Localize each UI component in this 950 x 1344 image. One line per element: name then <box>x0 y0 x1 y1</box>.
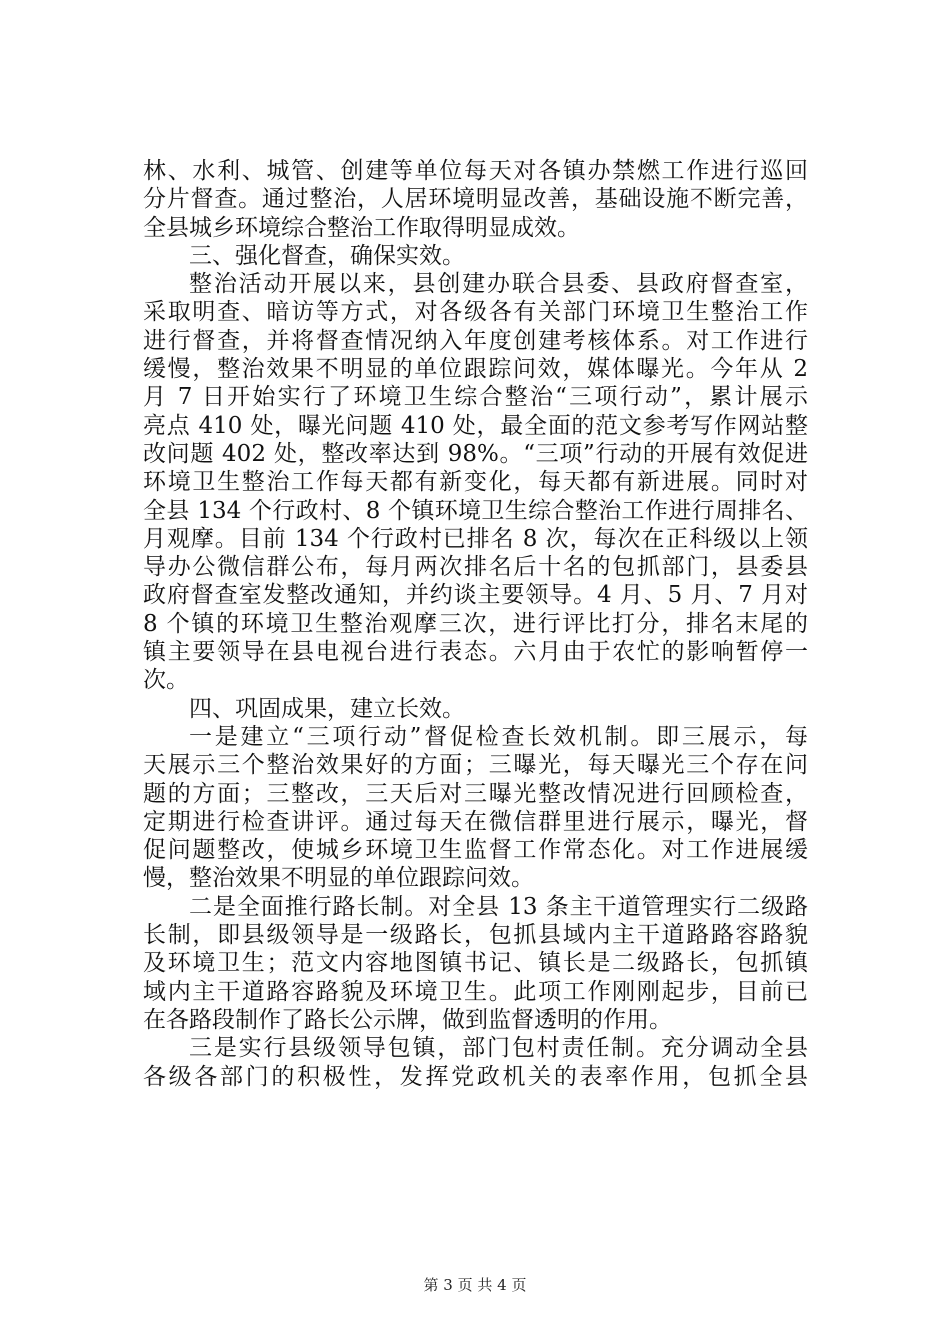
text-line: 全县城乡环境综合整治工作取得明显成效。 <box>143 214 580 241</box>
text-line: 政府督查室发整改通知，并约谈主要领导。4 月、5 月、7 月对 <box>143 582 808 609</box>
text-line: 导办公微信群公布，每月两次排名后十名的包抓部门，县委县 <box>143 554 808 581</box>
text-line: 四、巩固成果，建立长效。 <box>189 695 465 722</box>
text-line: 三、强化督查，确保实效。 <box>189 242 465 269</box>
text-line: 二是全面推行路长制。对全县 13 条主干道管理实行二级路 <box>189 893 808 920</box>
text-line: 各级各部门的积极性，发挥党政机关的表率作用，包抓全县 <box>143 1063 808 1090</box>
text-line: 改问题 402 处，整改率达到 98%。“三项”行动的开展有效促进 <box>143 440 808 467</box>
text-line: 进行督查，并将督查情况纳入年度创建考核体系。对工作进行 <box>143 327 808 354</box>
text-line: 分片督查。通过整治，人居环境明显改善，基础设施不断完善， <box>143 186 808 213</box>
text-line: 天展示三个整治效果好的方面；三曝光，每天曝光三个存在问 <box>143 752 808 779</box>
text-line: 8 个镇的环境卫生整治观摩三次，进行评比打分，排名末尾的 <box>143 610 808 637</box>
text-line: 一是建立“三项行动”督促检查长效机制。即三展示，每 <box>189 723 808 750</box>
document-body <box>143 157 808 1091</box>
text-line: 题的方面；三整改，三天后对三曝光整改情况进行回顾检查， <box>143 780 808 807</box>
text-line: 整治活动开展以来，县创建办联合县委、县政府督查室， <box>189 271 808 298</box>
page-footer: 第 3 页 共 4 页 <box>423 1276 527 1294</box>
text-line: 促问题整改，使城乡环境卫生监督工作常态化。对工作进展缓 <box>143 837 808 864</box>
text-line: 月 7 日开始实行了环境卫生综合整治“三项行动”，累计展示 <box>143 384 808 411</box>
text-line: 次。 <box>143 667 189 694</box>
text-line: 环境卫生整治工作每天都有新变化，每天都有新进展。同时对 <box>143 469 808 496</box>
text-line: 缓慢，整治效果不明显的单位跟踪问效，媒体曝光。今年从 2 <box>143 356 808 383</box>
text-line: 定期进行检查讲评。通过每天在微信群里进行展示，曝光，督 <box>143 808 808 835</box>
text-line: 域内主干道路容路貌及环境卫生。此项工作刚刚起步，目前已 <box>143 978 808 1005</box>
text-line: 全县 134 个行政村、8 个镇环境卫生综合整治工作进行周排名、 <box>143 497 808 524</box>
text-line: 月观摩。目前 134 个行政村已排名 8 次，每次在正科级以上领 <box>143 525 808 552</box>
text-line: 三是实行县级领导包镇，部门包村责任制。充分调动全县 <box>189 1035 808 1062</box>
text-line: 及环境卫生；范文内容地图镇书记、镇长是二级路长，包抓镇 <box>143 950 808 977</box>
text-line: 林、水利、城管、创建等单位每天对各镇办禁燃工作进行巡回 <box>143 158 808 184</box>
text-line: 采取明查、暗访等方式，对各级各有关部门环境卫生整治工作 <box>143 299 808 326</box>
text-line: 亮点 410 处，曝光问题 410 处，最全面的范文参考写作网站整 <box>143 412 808 439</box>
text-line: 长制，即县级领导是一级路长，包抓县域内主干道路路容路貌 <box>143 922 808 949</box>
text-line: 慢，整治效果不明显的单位跟踪问效。 <box>143 865 534 892</box>
text-line: 镇主要领导在县电视台进行表态。六月由于农忙的影响暂停一 <box>143 639 808 666</box>
text-line: 在各路段制作了路长公示牌，做到监督透明的作用。 <box>143 1006 672 1033</box>
